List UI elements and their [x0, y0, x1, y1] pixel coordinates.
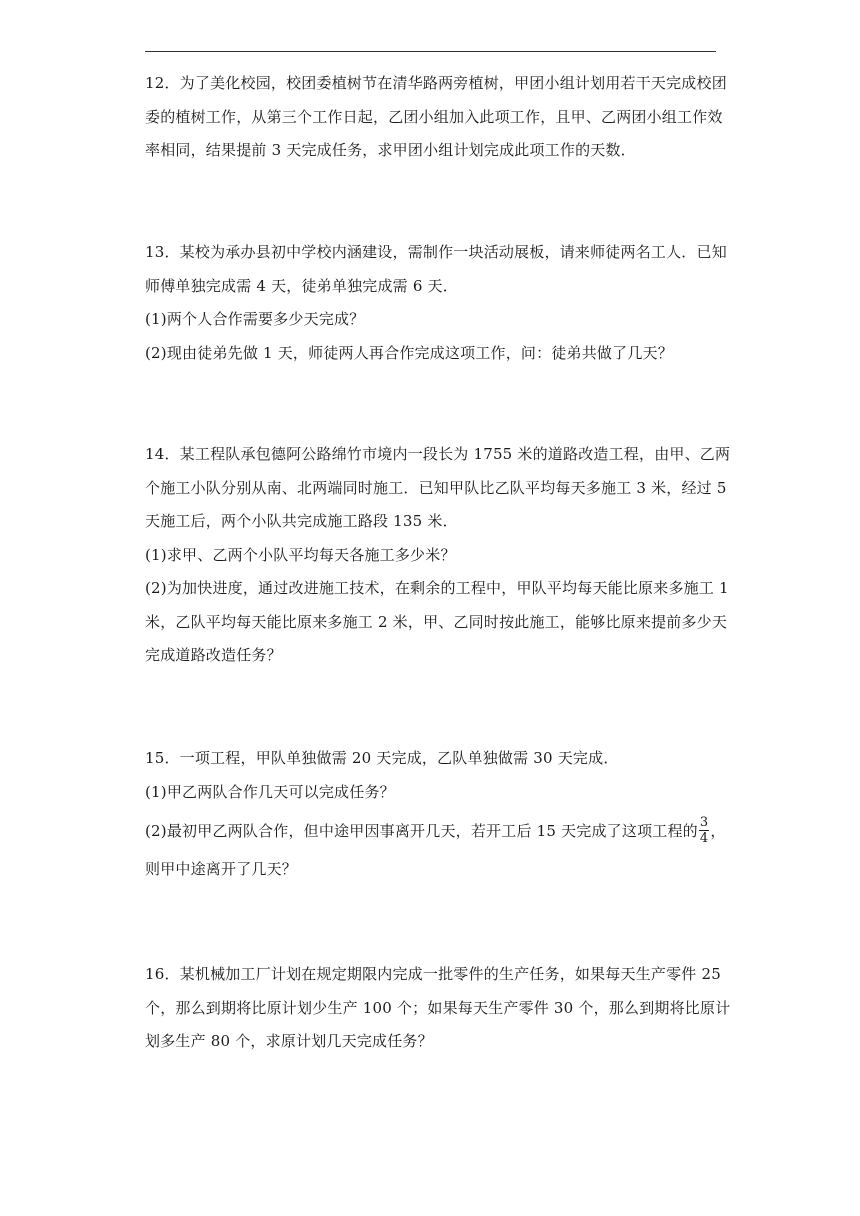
problem-text-line: 天施工后，两个小队共完成施工路段 135 米． [145, 512, 458, 530]
problem-text-line: 则甲中途离开了几天？ [145, 860, 298, 878]
problem-12 [145, 67, 725, 168]
problem-text-line: 委的植树工作，从第三个工作日起，乙团小组加入此项工作，且甲、乙两团小组工作效 [145, 107, 723, 126]
problem-text-line: 13．某校为承办县初中学校内涵建设，需制作一块活动展板，请来师徒两名工人．已知 [145, 243, 727, 261]
problem-text-line: 完成道路改造任务？ [145, 646, 282, 664]
problem-text-line: 米，乙队平均每天能比原来多施工 2 米，甲、乙同时按此施工，能够比原来提前多少天 [145, 612, 728, 631]
sub-question-2-punct: ， [710, 822, 726, 840]
sub-question-2: (2)为加快进度，通过改进施工技术，在剩余的工程中，甲队平均每天能比原来多施工 1 [145, 579, 729, 597]
sub-question-1: (1)甲乙两队合作几天可以完成任务？ [145, 782, 395, 801]
fraction-numerator: 3 [699, 814, 709, 830]
problem-text-line: 个，那么到期将比原计划少生产 100 个；如果每天生产零件 30 个，那么到期将比原计 [145, 998, 731, 1017]
problem-text-line: 个施工小队分别从南、北两端同时施工．已知甲队比乙队平均每天多施工 3 米，经过 5 [145, 478, 727, 497]
problem-text-line: 16．某机械加工厂计划在规定期限内完成一批零件的生产任务，如果每天生产零件 25 [145, 965, 721, 983]
problem-16 [145, 958, 731, 1059]
fraction-denominator: 4 [699, 830, 709, 846]
problem-text-line: 率相同，结果提前 3 天完成任务，求甲团小组计划完成此项工作的天数． [145, 141, 636, 159]
problem-15 [145, 742, 725, 887]
problem-14 [145, 438, 731, 673]
header-rule [145, 51, 716, 52]
problem-text-line: 12．为了美化校园，校团委植树节在清华路两旁植树，甲团小组计划用若干天完成校团 [145, 74, 727, 92]
problem-13 [145, 236, 725, 370]
sub-question-2: (2)现由徒弟先做 1 天，师徒两人再合作完成这项工作，问：徒弟共做了几天？ [145, 343, 673, 362]
problem-text-line: 14．某工程队承包德阿公路绵竹市境内一段长为 1755 米的道路改造工程，由甲、乙两 [145, 445, 731, 463]
sub-question-2-text: (2)最初甲乙两队合作，但中途甲因事离开几天，若开工后 15 天完成了这项工程的 [145, 822, 698, 840]
sub-question-1: (1)求甲、乙两个小队平均每天各施工多少米？ [145, 545, 456, 564]
problem-text-line: 师傅单独完成需 4 天，徒弟单独完成需 6 天． [145, 276, 458, 295]
problem-text-line: 划多生产 80 个，求原计划几天完成任务？ [145, 1032, 433, 1050]
sub-question-1: (1)两个人合作需要多少天完成？ [145, 310, 365, 328]
problem-text-line: 15．一项工程，甲队单独做需 20 天完成，乙队单独做需 30 天完成． [145, 749, 619, 767]
sub-question-2 [145, 809, 725, 853]
fraction [699, 815, 709, 846]
